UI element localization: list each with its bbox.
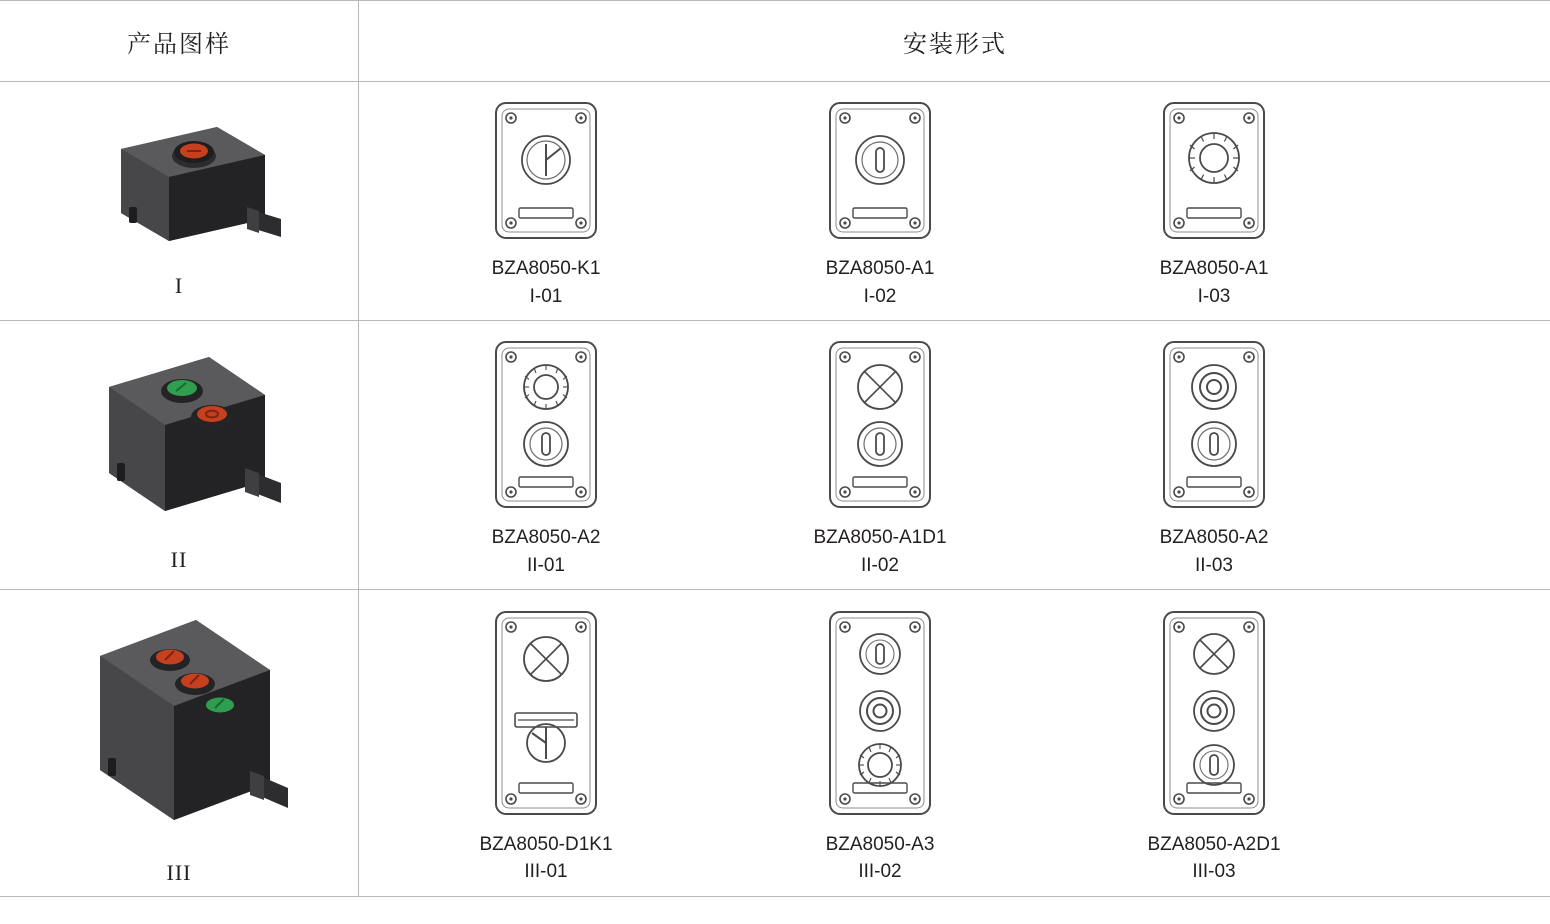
header-cell-mounting — [359, 1, 1550, 82]
variant-II-01[interactable] — [451, 337, 641, 579]
variant-III-03[interactable] — [1119, 607, 1309, 886]
variant-II-02[interactable] — [785, 337, 975, 579]
row-roman-3: III — [166, 860, 192, 886]
panel-diagram — [1159, 607, 1269, 819]
table-row — [0, 82, 1550, 321]
variant-caption — [826, 831, 935, 886]
panel-diagram — [825, 337, 935, 512]
header-cell-product — [0, 1, 359, 82]
variant-I-02[interactable] — [785, 98, 975, 310]
variant-model: BZA8050-A1 — [825, 258, 935, 279]
variant-caption — [492, 524, 601, 579]
variant-caption — [813, 524, 946, 579]
variant-caption — [1160, 524, 1269, 579]
variant-code: I-01 — [529, 285, 563, 307]
variants-cell-1 — [359, 82, 1550, 321]
variant-code: II-03 — [1194, 554, 1233, 576]
product-photo-two-button — [69, 341, 289, 541]
variant-model: BZA8050-A1D1 — [813, 527, 947, 549]
variant-caption — [492, 255, 601, 310]
product-photo-three-button — [64, 604, 294, 854]
variant-model: BZA8050-A1 — [1159, 258, 1269, 279]
panel-diagram — [491, 98, 601, 243]
variant-code: III-03 — [1192, 861, 1236, 883]
variant-model: BZA8050-K1 — [491, 258, 601, 279]
table-row — [0, 590, 1550, 897]
panel-diagram — [491, 607, 601, 819]
panel-diagram — [491, 337, 601, 512]
product-photo-one-button — [69, 107, 289, 267]
variant-code: III-01 — [524, 861, 568, 883]
variant-code: I-02 — [863, 285, 897, 307]
variant-caption — [1147, 831, 1280, 886]
variant-I-03[interactable] — [1119, 98, 1309, 310]
variant-II-03[interactable] — [1119, 337, 1309, 579]
variant-caption — [826, 255, 935, 310]
variant-code: II-02 — [860, 554, 899, 576]
panel-diagram — [1159, 98, 1269, 243]
variant-code: II-01 — [526, 554, 565, 576]
table-row — [0, 321, 1550, 590]
variant-model: BZA8050-A2D1 — [1147, 833, 1281, 855]
variants-cell-3 — [359, 590, 1550, 897]
panel-diagram — [825, 607, 935, 819]
variant-caption — [1160, 255, 1269, 310]
variant-code: I-03 — [1197, 285, 1231, 307]
product-cell-1 — [0, 82, 359, 321]
variant-III-01[interactable] — [451, 607, 641, 886]
table-header-row — [0, 1, 1550, 82]
variants-cell-2 — [359, 321, 1550, 590]
product-cell-2 — [0, 321, 359, 590]
header-mounting-label: 安装形式 — [903, 30, 1007, 58]
variant-model: BZA8050-A2 — [491, 527, 601, 549]
variant-I-01[interactable] — [451, 98, 641, 310]
panel-diagram — [1159, 337, 1269, 512]
product-cell-3 — [0, 590, 359, 897]
variant-model: BZA8050-A3 — [825, 833, 935, 855]
row-roman-1: I — [174, 273, 184, 299]
panel-diagram — [825, 98, 935, 243]
variant-model: BZA8050-A2 — [1159, 527, 1269, 549]
variant-model: BZA8050-D1K1 — [479, 833, 613, 855]
variant-code: III-02 — [858, 861, 902, 883]
variant-III-02[interactable] — [785, 607, 975, 886]
variant-caption — [479, 831, 612, 886]
row-roman-2: II — [170, 547, 188, 573]
header-product-label: 产品图样 — [127, 30, 231, 58]
